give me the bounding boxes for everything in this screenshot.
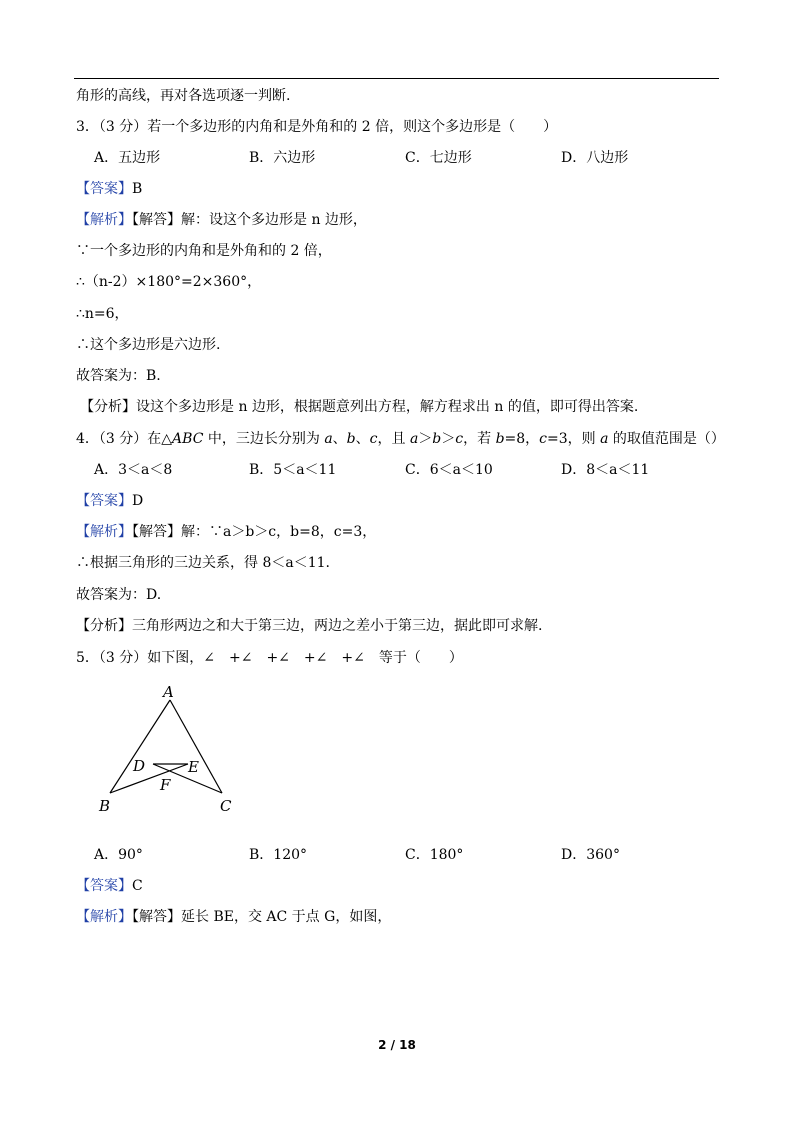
q4-stem xyxy=(76,429,725,449)
q5-option-d: D．360° xyxy=(561,847,620,863)
q4-var: c xyxy=(455,431,464,447)
q4-stem-part: =8， xyxy=(504,431,540,447)
q4-step: 故答案为：D. xyxy=(76,587,162,603)
q5-jiexi xyxy=(76,907,391,927)
q4-var: c xyxy=(539,431,548,447)
jiexi-text: 【解答】解：设这个多边形是 n 边形， xyxy=(132,212,367,228)
header-rule xyxy=(74,78,719,79)
segment-be xyxy=(110,764,188,793)
answer-tag: 【答案】 xyxy=(76,181,132,197)
q4-option-a: A．3＜a＜8 xyxy=(94,462,173,478)
label-e: E xyxy=(188,758,199,776)
jiexi-tag: 【解析】 xyxy=(76,909,132,925)
jiexi-tag: 【解析】 xyxy=(76,524,132,540)
label-c: C xyxy=(220,797,232,815)
q4-stem-part: 中，三边长分别为 xyxy=(203,431,325,447)
continued-text: 角形的高线，再对各选项逐一判断. xyxy=(76,88,291,104)
q5-answer xyxy=(76,876,143,896)
q3-step: 故答案为：B. xyxy=(76,368,161,384)
q4-option-d: D．8＜a＜11 xyxy=(561,462,650,478)
label-b: B xyxy=(99,797,111,815)
q5-option-a: A．90° xyxy=(94,847,143,863)
q4-jiexi xyxy=(76,522,376,542)
answer-tag: 【答案】 xyxy=(76,878,132,894)
q5-stem: 5．（3 分）如下图，∠ +∠ +∠ +∠ +∠ 等于（ ） xyxy=(76,650,463,666)
q4-stem-part: 4．（3 分）在△ xyxy=(76,431,173,447)
answer-value: C xyxy=(132,878,143,894)
q5-option-b: B．120° xyxy=(249,847,308,863)
q4-var: b xyxy=(346,431,356,447)
q3-step: ∴（n-2）×180°=2×360°， xyxy=(76,274,262,290)
q4-option-c: C．6＜a＜10 xyxy=(405,462,493,478)
q4-stem-part: ＞ xyxy=(441,431,456,447)
q4-triangle-name: ABC xyxy=(172,431,204,447)
answer-value: B xyxy=(132,181,143,197)
q3-step: ∴n=6， xyxy=(76,306,129,322)
q4-option-b: B．5＜a＜11 xyxy=(249,462,337,478)
q4-answer xyxy=(76,491,143,511)
q3-step: ∴这个多边形是六边形. xyxy=(76,337,221,353)
q3-option-b: B．六边形 xyxy=(249,150,316,166)
q4-stem-part: 、 xyxy=(355,431,370,447)
q4-stem-part: 、 xyxy=(332,431,347,447)
label-d: D xyxy=(133,757,146,775)
q5-option-c: C．180° xyxy=(405,847,464,863)
triangle-figure xyxy=(95,683,245,818)
q4-var: b xyxy=(432,431,442,447)
q4-analysis: 【分析】三角形两边之和大于第三边，两边之差小于第三边，据此即可求解. xyxy=(76,618,543,634)
jiexi-text: 【解答】延长 BE，交 AC 于点 G，如图， xyxy=(132,909,392,925)
jiexi-tag: 【解析】 xyxy=(76,212,132,228)
q4-var: a xyxy=(324,431,333,447)
q4-var: c xyxy=(369,431,378,447)
q3-analysis: 【分析】设这个多边形是 n 边形，根据题意列出方程，解方程求出 n 的值，即可得出答案. xyxy=(80,399,639,415)
q4-stem-part: ＞ xyxy=(418,431,433,447)
answer-value: D xyxy=(132,493,144,509)
q3-jiexi xyxy=(76,210,367,230)
q4-stem-part: 的取值范围是（） xyxy=(608,431,725,447)
q4-stem-part: =3，则 xyxy=(547,431,601,447)
q3-option-a: A．五边形 xyxy=(94,150,161,166)
q4-var: a xyxy=(409,431,419,447)
q4-stem-part: ，且 xyxy=(377,431,410,447)
q4-stem-part: ，若 xyxy=(463,431,496,447)
q3-option-c: C．七边形 xyxy=(405,150,472,166)
page-number: 2 / 18 xyxy=(378,1038,416,1052)
answer-tag: 【答案】 xyxy=(76,493,132,509)
segment-ac xyxy=(170,700,222,793)
q3-option-d: D．八边形 xyxy=(561,150,629,166)
label-f: F xyxy=(160,776,171,794)
q3-step: ∵一个多边形的内角和是外角和的 2 倍， xyxy=(76,243,332,259)
q4-step: ∴根据三角形的三边关系，得 8＜a＜11. xyxy=(76,555,330,571)
q3-stem: 3．（3 分）若一个多边形的内角和是外角和的 2 倍，则这个多边形是（ ） xyxy=(76,119,558,135)
jiexi-text: 【解答】解：∵a＞b＞c，b=8，c=3， xyxy=(132,524,377,540)
q3-answer xyxy=(76,179,142,199)
label-a: A xyxy=(163,683,174,701)
q4-var: a xyxy=(600,431,609,447)
q4-var: b xyxy=(495,431,505,447)
